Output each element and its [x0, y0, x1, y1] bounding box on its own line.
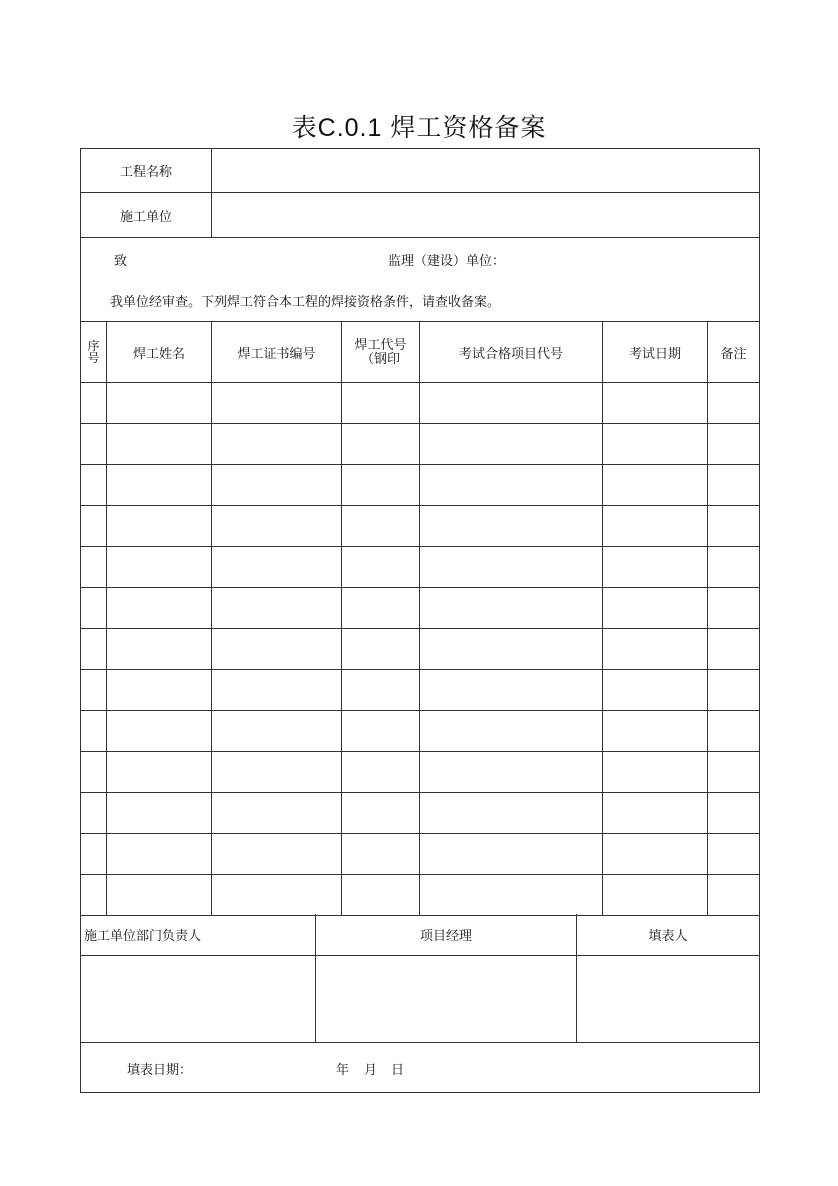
- table-cell[interactable]: [342, 588, 420, 629]
- table-cell[interactable]: [420, 670, 603, 711]
- table-cell[interactable]: [603, 506, 708, 547]
- table-row: [81, 547, 760, 588]
- table-cell[interactable]: [420, 547, 603, 588]
- supervisor-label: 监理（建设）单位：: [388, 253, 506, 268]
- table-row: [81, 670, 760, 711]
- table-cell[interactable]: [708, 383, 760, 424]
- table-cell[interactable]: [81, 629, 107, 670]
- col-items: 考试合格项目代号: [420, 322, 603, 383]
- table-cell[interactable]: [420, 629, 603, 670]
- table-cell[interactable]: [708, 793, 760, 834]
- table-cell[interactable]: [603, 465, 708, 506]
- col-date: 考试日期: [603, 322, 708, 383]
- table-cell[interactable]: [212, 547, 342, 588]
- month-label: 月: [364, 1061, 378, 1077]
- table-cell[interactable]: [342, 793, 420, 834]
- table-row: [81, 752, 760, 793]
- table-cell[interactable]: [708, 424, 760, 465]
- table-cell[interactable]: [212, 875, 342, 916]
- dept-head-signature[interactable]: [81, 955, 316, 1042]
- col-code: 焊工代号 （钢印: [342, 322, 420, 383]
- table-cell[interactable]: [420, 383, 603, 424]
- table-cell[interactable]: [81, 424, 107, 465]
- notice-cell: [81, 238, 760, 322]
- table-cell[interactable]: [342, 424, 420, 465]
- table-cell[interactable]: [212, 588, 342, 629]
- table-cell[interactable]: [420, 711, 603, 752]
- table-cell[interactable]: [107, 793, 212, 834]
- welder-form-table: [80, 148, 760, 916]
- table-row: [81, 629, 760, 670]
- table-cell[interactable]: [212, 629, 342, 670]
- table-row: [81, 834, 760, 875]
- table-row: [81, 793, 760, 834]
- project-name-field[interactable]: [212, 149, 760, 193]
- table-cell[interactable]: [342, 506, 420, 547]
- table-cell[interactable]: [708, 506, 760, 547]
- table-row: [81, 875, 760, 916]
- table-cell[interactable]: [708, 588, 760, 629]
- table-cell[interactable]: [420, 588, 603, 629]
- table-cell[interactable]: [107, 834, 212, 875]
- table-cell[interactable]: [420, 834, 603, 875]
- table-cell[interactable]: [107, 424, 212, 465]
- table-cell[interactable]: [603, 711, 708, 752]
- table-cell[interactable]: [708, 547, 760, 588]
- table-row: [81, 711, 760, 752]
- column-header-row: [81, 322, 760, 383]
- table-cell[interactable]: [107, 629, 212, 670]
- table-cell[interactable]: [81, 588, 107, 629]
- table-cell[interactable]: [420, 506, 603, 547]
- signature-table: [80, 914, 760, 1093]
- table-cell[interactable]: [107, 383, 212, 424]
- table-cell[interactable]: [342, 383, 420, 424]
- table-cell[interactable]: [342, 547, 420, 588]
- table-cell[interactable]: [212, 383, 342, 424]
- page-title: 表C.0.1 焊工资格备案: [291, 114, 547, 142]
- dept-head-label: 施工单位部门负责人: [81, 914, 316, 955]
- day-label: 日: [391, 1061, 405, 1077]
- table-cell[interactable]: [708, 465, 760, 506]
- table-cell[interactable]: [603, 588, 708, 629]
- col-seq: 序 号: [81, 322, 107, 383]
- table-cell[interactable]: [81, 465, 107, 506]
- table-cell[interactable]: [212, 711, 342, 752]
- table-cell[interactable]: [107, 547, 212, 588]
- table-cell[interactable]: [81, 547, 107, 588]
- year-label: 年: [336, 1061, 350, 1077]
- to-label: 致: [114, 253, 128, 268]
- table-cell[interactable]: [81, 506, 107, 547]
- fill-date-cell: [81, 1042, 760, 1092]
- table-cell[interactable]: [342, 752, 420, 793]
- table-cell[interactable]: [708, 875, 760, 916]
- table-cell[interactable]: [81, 670, 107, 711]
- col-name: 焊工姓名: [107, 322, 212, 383]
- table-row: [81, 424, 760, 465]
- table-cell[interactable]: [212, 752, 342, 793]
- table-cell[interactable]: [420, 875, 603, 916]
- project-name-label: 工程名称: [81, 149, 212, 193]
- table-cell[interactable]: [420, 752, 603, 793]
- table-cell[interactable]: [212, 834, 342, 875]
- table-cell[interactable]: [603, 834, 708, 875]
- table-cell[interactable]: [107, 875, 212, 916]
- project-manager-signature[interactable]: [316, 955, 577, 1042]
- table-cell[interactable]: [212, 506, 342, 547]
- table-cell[interactable]: [81, 711, 107, 752]
- construction-unit-field[interactable]: [212, 193, 760, 238]
- table-cell[interactable]: [420, 424, 603, 465]
- construction-unit-label: 施工单位: [81, 193, 212, 238]
- table-cell[interactable]: [107, 506, 212, 547]
- table-row: [81, 383, 760, 424]
- col-cert-no: 焊工证书编号: [212, 322, 342, 383]
- table-cell[interactable]: [708, 711, 760, 752]
- table-cell[interactable]: [603, 547, 708, 588]
- table-cell[interactable]: [420, 465, 603, 506]
- table-cell[interactable]: [81, 752, 107, 793]
- table-cell[interactable]: [107, 588, 212, 629]
- table-cell[interactable]: [708, 752, 760, 793]
- table-cell[interactable]: [342, 629, 420, 670]
- table-cell[interactable]: [81, 875, 107, 916]
- table-cell[interactable]: [708, 670, 760, 711]
- table-cell[interactable]: [107, 465, 212, 506]
- table-cell[interactable]: [342, 711, 420, 752]
- table-cell[interactable]: [603, 875, 708, 916]
- table-cell[interactable]: [212, 465, 342, 506]
- table-cell[interactable]: [107, 711, 212, 752]
- table-cell[interactable]: [603, 670, 708, 711]
- table-cell[interactable]: [81, 383, 107, 424]
- statement-text: 我单位经审查。下列焊工符合本工程的焊接资格条件，请查收备案。: [110, 294, 501, 309]
- col-remark: 备注: [708, 322, 760, 383]
- table-cell[interactable]: [342, 670, 420, 711]
- table-cell[interactable]: [342, 465, 420, 506]
- project-manager-label: 项目经理: [316, 914, 577, 955]
- table-cell[interactable]: [603, 752, 708, 793]
- table-cell[interactable]: [212, 793, 342, 834]
- filler-label: 填表人: [577, 914, 760, 955]
- table-cell[interactable]: [603, 629, 708, 670]
- fill-date-label: 填表日期：: [127, 1061, 193, 1077]
- table-cell[interactable]: [342, 834, 420, 875]
- table-cell[interactable]: [212, 670, 342, 711]
- table-cell[interactable]: [603, 383, 708, 424]
- table-cell[interactable]: [342, 875, 420, 916]
- table-cell[interactable]: [708, 834, 760, 875]
- table-cell[interactable]: [603, 793, 708, 834]
- table-cell[interactable]: [107, 752, 212, 793]
- table-cell[interactable]: [212, 424, 342, 465]
- table-cell[interactable]: [107, 670, 212, 711]
- table-row: [81, 588, 760, 629]
- table-row: [81, 465, 760, 506]
- table-cell[interactable]: [420, 793, 603, 834]
- table-cell[interactable]: [603, 424, 708, 465]
- filler-signature[interactable]: [577, 955, 760, 1042]
- table-cell[interactable]: [708, 629, 760, 670]
- table-cell[interactable]: [81, 793, 107, 834]
- table-cell[interactable]: [81, 834, 107, 875]
- table-row: [81, 506, 760, 547]
